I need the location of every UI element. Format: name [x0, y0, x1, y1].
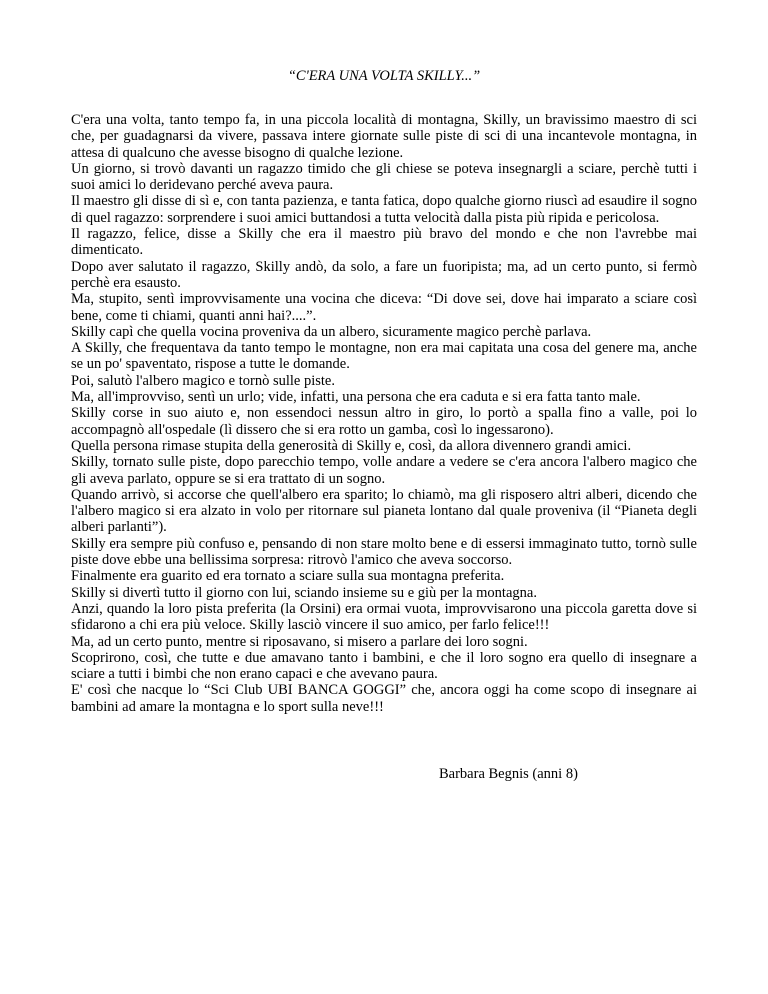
paragraph: Anzi, quando la loro pista preferita (la Orsini) era ormai vuota, improvvisarono una piccola garetta dove si sfidarono a chi era più veloce. Skilly lasciò vincere il suo amico, per farlo felice!!! — [71, 600, 697, 634]
paragraph: Quando arrivò, si accorse che quell'albero era sparito; lo chiamò, ma gli risposero altri alberi, dicendo che l'albero magico si era alzato in volo per ritornare sul pianeta lontano dal quale proveniva (il “Pianeta degli alberi parlanti”). — [71, 486, 697, 536]
paragraph: Poi, salutò l'albero magico e tornò sulle piste. — [71, 372, 335, 389]
paragraph: Skilly si divertì tutto il giorno con lui, sciando insieme su e giù per la montagna. — [71, 584, 537, 601]
paragraph: Skilly era sempre più confuso e, pensando di non stare molto bene e di essersi immaginato tutto, tornò sulle piste dove ebbe una bellissima sorpresa: ritrovò l'amico che aveva soccorso. — [71, 535, 697, 569]
paragraph: Il maestro gli disse di sì e, con tanta pazienza, e tanta fatica, dopo qualche giorno riuscì ad esaudire il sogno di quel ragazzo: sorprendere i suoi amici buttandosi a tutta velocità dalla pista più ripida e pericolosa. — [71, 193, 697, 226]
paragraph: Un giorno, si trovò davanti un ragazzo timido che gli chiese se poteva insegnargli a sciare, perchè tutti i suoi amici lo deridevano perché aveva paura. — [71, 160, 697, 194]
paragraph: Scoprirono, così, che tutte e due amavano tanto i bambini, e che il loro sogno era quello di insegnare a sciare a tutti i bimbi che non erano capaci e che avevano paura. — [71, 649, 697, 683]
paragraph: Ma, stupito, sentì improvvisamente una vocina che diceva: “Di dove sei, dove hai imparato a sciare così bene, come ti chiami, quanti anni hai?....”. — [71, 291, 697, 324]
author-signature: Barbara Begnis (anni 8) — [439, 766, 578, 782]
paragraph: Skilly capì che quella vocina proveniva da un albero, sicuramente magico perchè parlava. — [71, 323, 592, 340]
paragraph: Skilly corse in suo aiuto e, non essendoci nessun altro in giro, lo portò a spalla fino a valle, poi lo accompagnò all'ospedale (lì dissero che si era rotto un gamba, così lo ingessarono). — [71, 405, 697, 438]
paragraph: Dopo aver salutato il ragazzo, Skilly andò, da solo, a fare un fuoripista; ma, ad un certo punto, si fermò perchè era esausto. — [71, 258, 697, 291]
document-title: “C'ERA UNA VOLTA SKILLY...” — [287, 68, 481, 84]
paragraph: Skilly, tornato sulle piste, dopo parecchio tempo, volle andare a vedere se c'era ancora l'albero magico che gli aveva parlato, oppure se si era trattato di un sogno. — [71, 454, 697, 487]
paragraph: Finalmente era guarito ed era tornato a sciare sulla sua montagna preferita. — [71, 568, 505, 585]
paragraph: Ma, all'improvviso, sentì un urlo; vide, infatti, una persona che era caduta e si era fatta tanto male. — [71, 389, 641, 406]
paragraph: A Skilly, che frequentava da tanto tempo le montagne, non era mai capitata una cosa del genere ma, anche se un po' spaventato, rispose a tutte le domande. — [71, 340, 697, 373]
paragraph: Ma, ad un certo punto, mentre si riposavano, si misero a parlare dei loro sogni. — [71, 633, 528, 650]
paragraph: Il ragazzo, felice, disse a Skilly che era il maestro più bravo del mondo e che non l'avrebbe mai dimenticato. — [71, 226, 697, 259]
paragraph: C'era una volta, tanto tempo fa, in una piccola località di montagna, Skilly, un bravissimo maestro di sci che, per guadagnarsi da vivere, passava intere giornate sulle piste di sci di una incantevole montagna, in attesa di qualcuno che avesse bisogno di qualche lezione. — [71, 112, 697, 161]
paragraph: E' così che nacque lo “Sci Club UBI BANCA GOGGI” che, ancora oggi ha come scopo di insegnare ai bambini ad amare la montagna e lo sport sulla neve!!! — [71, 682, 697, 715]
story-body — [71, 112, 697, 715]
paragraph: Quella persona rimase stupita della generosità di Skilly e, così, da allora divennero grandi amici. — [71, 437, 632, 454]
